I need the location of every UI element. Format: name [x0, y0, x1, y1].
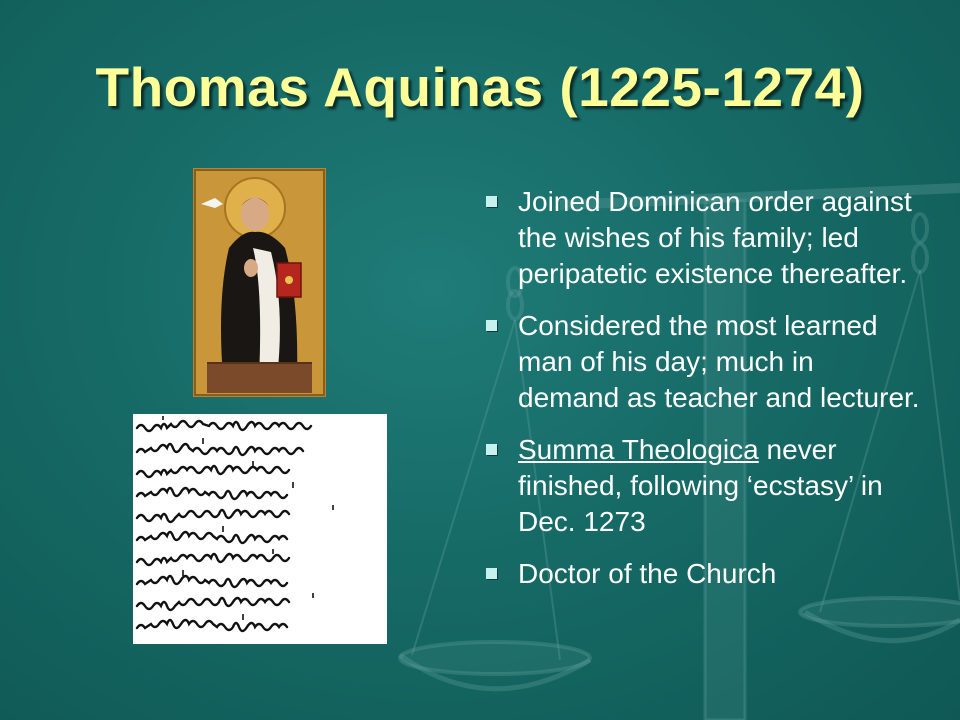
- bullet-item-learned-man: [482, 308, 922, 416]
- square-bullet-icon: [486, 568, 497, 579]
- bullet-item-doctor-of-church: [482, 556, 922, 592]
- square-bullet-icon: [486, 196, 497, 207]
- bullet-text: Considered the most learned man of his day; much in demand as teacher and lecturer.: [518, 310, 920, 413]
- bullet-text: Doctor of the Church: [518, 558, 777, 589]
- handwritten-manuscript-sample: [133, 414, 387, 644]
- square-bullet-icon: [486, 320, 497, 331]
- square-bullet-icon: [486, 444, 497, 455]
- slide-title: Thomas Aquinas (1225-1274): [95, 56, 865, 118]
- bullet-list: [482, 184, 922, 608]
- bullet-item-dominican-order: [482, 184, 922, 292]
- bullet-item-summa-theologica: [482, 432, 922, 540]
- summa-theologica-title: Summa Theologica: [518, 434, 759, 465]
- bullet-text: never finished, following ‘ecstasy’ in Dec. 1273: [518, 434, 883, 537]
- bullet-text: Joined Dominican order against the wishes of his family; led peripatetic existence thereafter.: [518, 186, 912, 289]
- portrait-of-thomas-aquinas: [193, 168, 326, 397]
